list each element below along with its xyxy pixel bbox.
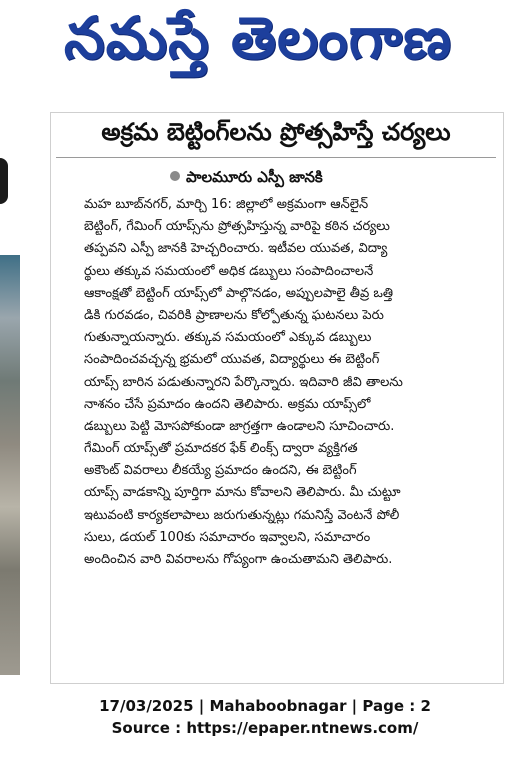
article-line: యాప్స్‌ బారిన పడుతున్నారని పేర్కొన్నారు. ఇదివారి జీవి తాలను bbox=[84, 374, 403, 390]
neighbor-photo-edge bbox=[0, 255, 20, 675]
footer-source: Source : https://epaper.ntnews.com/ bbox=[111, 719, 419, 737]
article-line: ఆకాంక్షతో బెట్టింగ్‌ యాప్స్‌లో పాల్గొనడం, అప్పులపాలై తీవ్ర ఒత్తి bbox=[84, 285, 393, 301]
article-line: డికి గురవడం, చివరికి ప్రాణాలను కోల్పోతున్న ఘటనలు పెరు bbox=[84, 307, 384, 323]
bullet-icon bbox=[170, 171, 180, 181]
article-line: గుతున్నాయన్నారు. తక్కువ సమయంలో ఎక్కువ డబ్బులు bbox=[84, 330, 372, 346]
article-line: ఇటువంటి కార్యకలాపాలు జరుగుతున్నట్లు గమనిస్తే వెంటనే పోలీ bbox=[84, 507, 400, 523]
masthead-title: నమస్తే తెలంగాణ bbox=[64, 4, 452, 72]
byline-text: పాలమూరు ఎస్పీ జానకి bbox=[186, 168, 323, 186]
headline-divider bbox=[56, 157, 496, 158]
newspaper-masthead bbox=[0, 0, 530, 82]
article-line: ర్థులు తక్కువ సమయంలో అధిక డబ్బులు సంపాదించాలనే bbox=[84, 263, 374, 279]
article-body bbox=[84, 194, 494, 571]
article-byline bbox=[170, 168, 323, 190]
article-line: సులు, డయల్‌ 100కు సమాచారం ఇవ్వాలని, సమాచారం bbox=[84, 529, 371, 545]
article-line: సంపాదించవచ్చన్న భ్రమలో యువత, విద్యార్థులు ఈ బెట్టింగ్‌ bbox=[84, 352, 380, 368]
footer-meta: 17/03/2025 | Mahaboobnagar | Page : 2 bbox=[99, 697, 431, 715]
neighbor-clip-edge bbox=[0, 158, 8, 204]
article-line: తప్పవని ఎస్పీ జానకి హెచ్చరించారు. ఇటీవల యువత, విద్యా bbox=[84, 241, 388, 257]
article-headline: అక్రమ బెట్టింగ్‌లను ప్రోత్సహిస్తే చర్యలు bbox=[101, 118, 451, 146]
article-line: డబ్బులు పెట్టి మోసపోకుండా జాగ్రత్తగా ఉండాలని సూచించారు. bbox=[84, 418, 395, 434]
article-line: బెట్టింగ్‌, గేమింగ్‌ యాప్స్‌ను ప్రోత్సహిస్తున్న వారిపై కఠిన చర్యలు bbox=[84, 219, 390, 235]
article-line: నాశనం చేసే ప్రమాదం ఉందని తెలిపారు. అక్రమ యాప్స్‌లో bbox=[84, 396, 371, 412]
article-line: అకౌంట్‌ వివరాలు లీకయ్యే ప్రమాదం ఉందని, ఈ బెట్టింగ్‌ bbox=[84, 463, 357, 479]
article-line: మహ బూబ్‌నగర్‌, మార్చి 16: జిల్లాలో అక్రమంగా ఆన్‌లైన్‌ bbox=[84, 197, 369, 212]
article-line: అందించిన వారి వివరాలను గోప్యంగా ఉంచుతామని తెలిపారు. bbox=[84, 552, 393, 567]
article-line: యాప్స్‌ వాడకాన్ని పూర్తిగా మాను కోవాలని తెలిపారు. మీ చుట్టూ bbox=[84, 485, 401, 501]
article-line: గేమింగ్‌ యాప్స్‌తో ప్రమాదకర ఫేక్‌ లింక్స్‌ ద్వారా వ్యక్తిగత bbox=[84, 441, 358, 457]
